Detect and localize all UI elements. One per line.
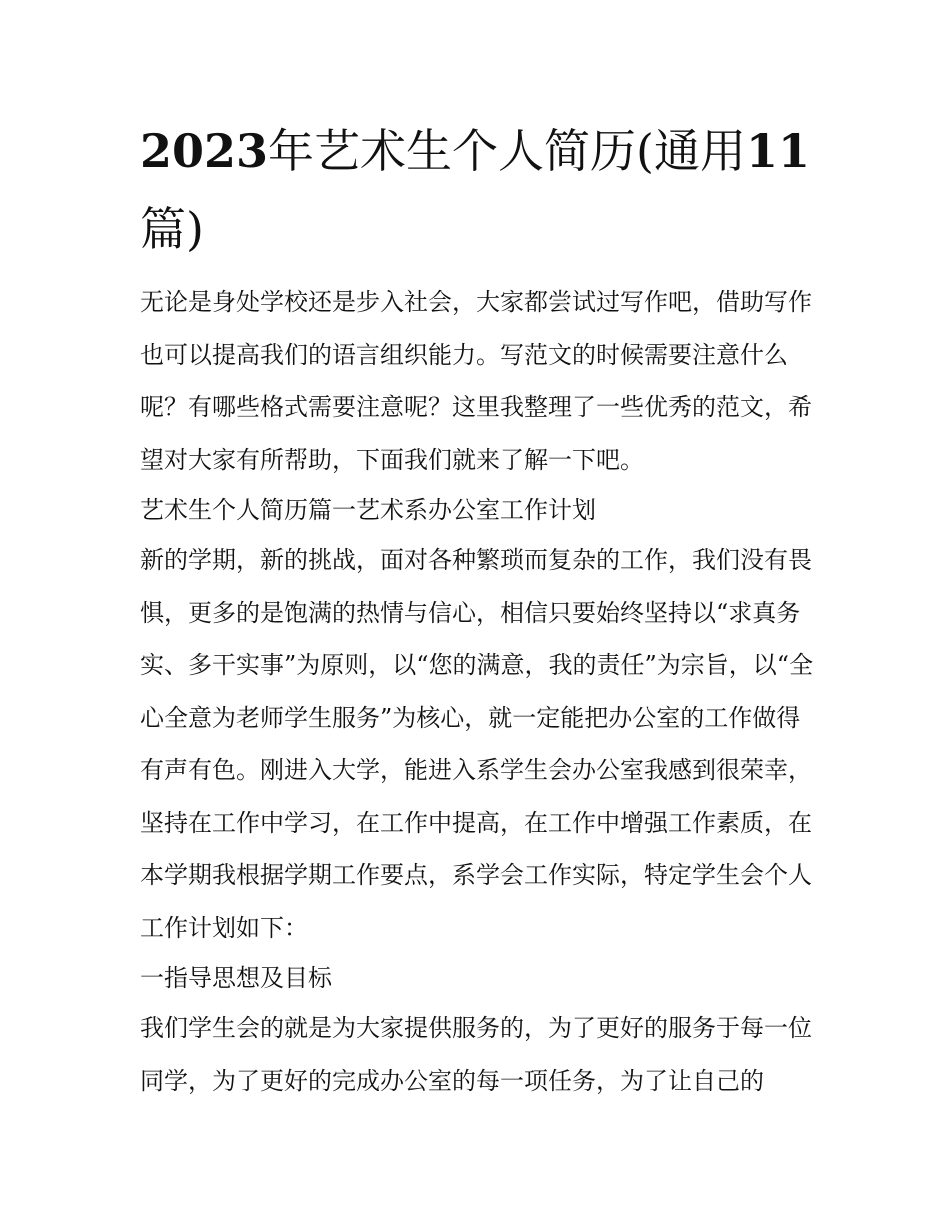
document-body (140, 276, 820, 1107)
title-tail: 篇) (140, 202, 204, 256)
title-year: 2023 (140, 124, 269, 178)
title-middle: 年艺术生个人简历(通用 (268, 124, 746, 178)
section-paragraph: 新的学期，新的挑战，面对各种繁琐而复杂的工作，我们没有畏惧，更多的是饱满的热情与信心，相信只要始终坚持以“求真务实、多干实事”为原则，以“您的满意，我的责任”为宗旨，以“全心全意为老师学生服务”为核心，就一定能把办公室的工作做得有声有色。刚进入大学，能进入系学生会办公室我感到很荣幸，坚持在工作中学习，在工作中提高，在工作中增强工作素质，在本学期我根据学期工作要点，系学会工作实际，特定学生会个人工作计划如下： (140, 546, 814, 942)
subsection-heading: 一指导思想及目标 (140, 964, 332, 992)
intro-paragraph: 无论是身处学校还是步入社会，大家都尝试过写作吧，借助写作也可以提高我们的语言组织能力。写范文的时候需要注意什么呢？有哪些格式需要注意呢？这里我整理了一些优秀的范文，希望对大家有所帮助，下面我们就来了解一下吧。 (140, 288, 812, 474)
document-title (140, 112, 820, 268)
subsection-paragraph: 我们学生会的就是为大家提供服务的，为了更好的服务于每一位同学，为了更好的完成办公室的每一项任务，为了让自己的 (140, 1014, 812, 1095)
section-heading: 艺术生个人简历篇一艺术系办公室工作计划 (140, 496, 596, 524)
title-count: 11 (745, 124, 810, 178)
